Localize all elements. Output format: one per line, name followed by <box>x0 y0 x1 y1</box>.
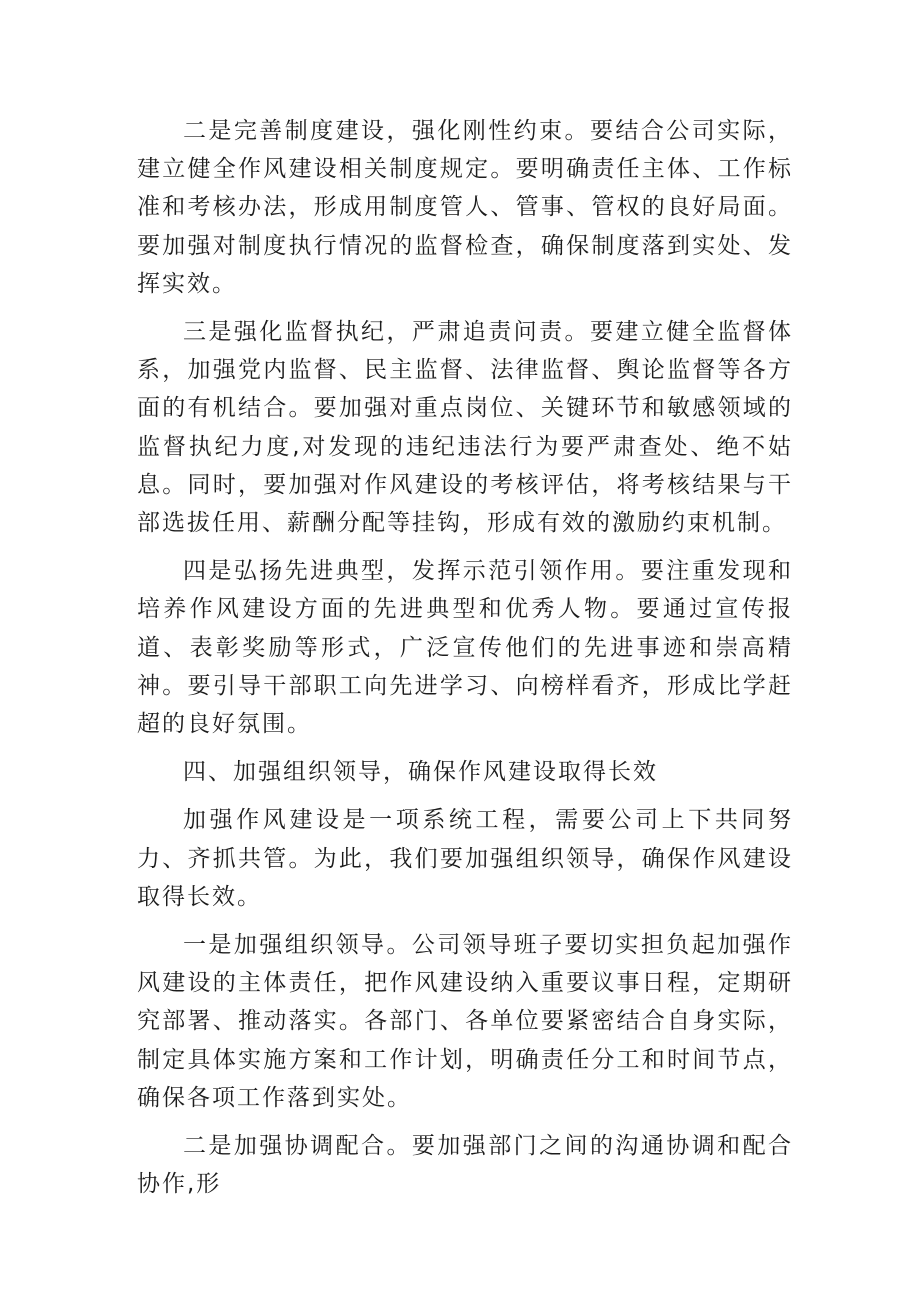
paragraph-strengthen-leadership: 一是加强组织领导。公司领导班子要切实担负起加强作风建设的主体责任，把作风建设纳入重要议事日程，定期研究部署、推动落实。各部门、各单位要紧密结合自身实际，制定具体实施方案和工作计划，明确责任分工和时间节点，确保各项工作落到实处。 <box>137 932 793 1111</box>
paragraph-promote-models: 四是弘扬先进典型，发挥示范引领作用。要注重发现和培养作风建设方面的先进典型和优秀人物。要通过宣传报道、表彰奖励等形式，广泛宣传他们的先进事迹和崇高精神。要引导干部职工向先进学习、向榜样看齐，形成比学赶超的良好氛围。 <box>137 558 793 738</box>
section-heading-organization-leadership: 四、加强组织领导，确保作风建设取得长效 <box>183 759 658 786</box>
paragraph-improve-system: 二是完善制度建设，强化刚性约束。要结合公司实际，建立健全作风建设相关制度规定。要明确责任主体、工作标准和考核办法，形成用制度管人、管事、管权的良好局面。要加强对制度执行情况的监督检查，确保制度落到实处、发挥实效。 <box>137 118 793 297</box>
paragraph-system-engineering: 加强作风建设是一项系统工程，需要公司上下共同努力、齐抓共管。为此，我们要加强组织领导，确保作风建设取得长效。 <box>137 807 793 910</box>
paragraph-coordination: 二是加强协调配合。要加强部门之间的沟通协调和配合协作,形 <box>137 1133 793 1198</box>
document-body <box>137 112 793 1203</box>
paragraph-supervision-discipline: 三是强化监督执纪，严肃追责问责。要建立健全监督体系，加强党内监督、民主监督、法律监督、舆论监督等各方面的有机结合。要加强对重点岗位、关键环节和敏感领域的监督执纪力度,对发现的违纪违法行为要严肃查处、绝不姑息。同时，要加强对作风建设的考核评估，将考核结果与干部选拔任用、薪酬分配等挂钩，形成有效的激励约束机制。 <box>137 319 793 537</box>
